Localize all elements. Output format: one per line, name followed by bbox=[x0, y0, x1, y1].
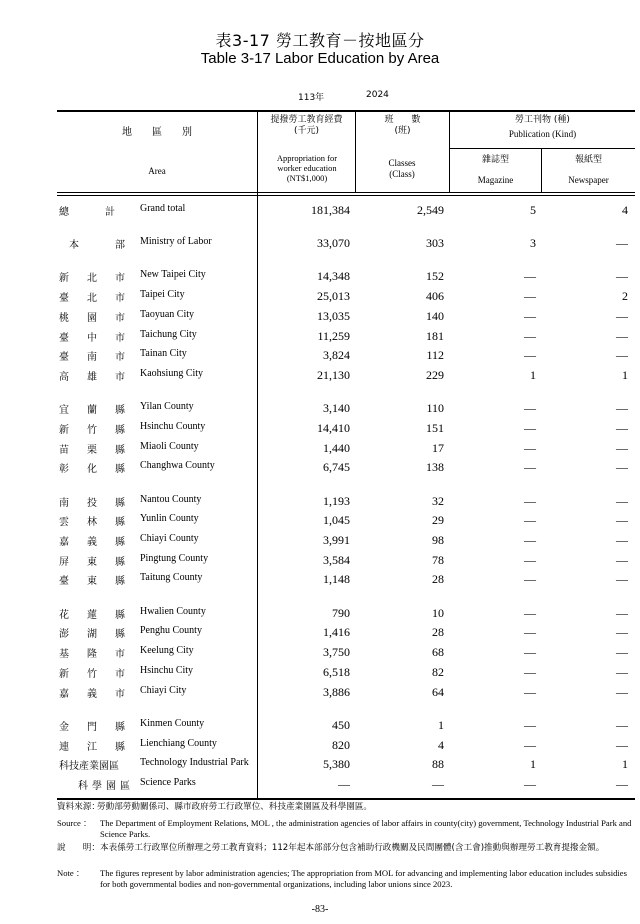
table-row bbox=[0, 421, 640, 437]
area-name-zh: 新 竹 市 bbox=[59, 669, 125, 680]
newspaper-value: — bbox=[616, 348, 628, 362]
area-name-zh: 雲 林 縣 bbox=[59, 517, 125, 528]
area-name-en: Changhwa County bbox=[140, 460, 215, 471]
magazine-value: — bbox=[524, 513, 536, 527]
magazine-value: — bbox=[524, 553, 536, 567]
area-name-en: Taitung County bbox=[140, 572, 203, 583]
classes-value: 406 bbox=[426, 289, 444, 303]
classes-value: 68 bbox=[432, 645, 444, 659]
appropriation-value: 3,584 bbox=[323, 553, 350, 567]
classes-value: 303 bbox=[426, 236, 444, 250]
classes-value: 1 bbox=[438, 718, 444, 732]
table-title-zh: 表3-17 勞工教育－按地區分 bbox=[215, 31, 425, 50]
classes-value: 10 bbox=[432, 606, 444, 620]
area-name-zh: 科技產業園區 bbox=[59, 761, 119, 772]
appropriation-value: 13,035 bbox=[317, 309, 350, 323]
area-name-en: Chiayi City bbox=[140, 685, 187, 696]
appropriation-value: 181,384 bbox=[311, 203, 350, 217]
appropriation-value: 1,193 bbox=[323, 494, 350, 508]
newspaper-value: — bbox=[616, 236, 628, 250]
area-name-en: Hsinchu County bbox=[140, 421, 206, 432]
magazine-value: — bbox=[524, 645, 536, 659]
classes-value: 78 bbox=[432, 553, 444, 567]
table-row bbox=[0, 665, 640, 681]
area-name-zh: 總 計 bbox=[59, 207, 115, 218]
note-en-text: The figures represent by labor administration agencies; The appropriation from MOL for advancing and implementing labor education includes subsidies for both governmental bodies and non-governmental organizations, including labor unions since 2023. bbox=[100, 868, 627, 889]
table-row bbox=[0, 513, 640, 529]
magazine-value: — bbox=[524, 269, 536, 283]
area-name-en: Nantou County bbox=[140, 494, 202, 505]
table-row bbox=[0, 401, 640, 417]
newspaper-value: 4 bbox=[622, 203, 628, 217]
magazine-value: — bbox=[524, 738, 536, 752]
table-row bbox=[0, 441, 640, 457]
classes-value: — bbox=[432, 777, 444, 791]
area-name-en: Penghu County bbox=[140, 625, 202, 636]
magazine-value: — bbox=[524, 289, 536, 303]
magazine-value: — bbox=[524, 460, 536, 474]
area-name-en: Technology Industrial Park bbox=[140, 757, 249, 768]
newspaper-value: — bbox=[616, 460, 628, 474]
classes-value: 110 bbox=[426, 401, 444, 415]
appropriation-value: 14,410 bbox=[317, 421, 350, 435]
magazine-value: 1 bbox=[530, 368, 536, 382]
newspaper-value: — bbox=[616, 738, 628, 752]
area-name-en: Grand total bbox=[140, 203, 186, 214]
area-name-en: Miaoli County bbox=[140, 441, 199, 452]
table-row bbox=[0, 685, 640, 701]
header-classes-zh: 班 數 bbox=[384, 115, 421, 125]
header-classes-unit: (班) bbox=[394, 126, 411, 136]
appropriation-value: 820 bbox=[332, 738, 350, 752]
appropriation-value: 33,070 bbox=[317, 236, 350, 250]
magazine-value: 3 bbox=[530, 236, 536, 250]
area-name-zh: 臺 北 市 bbox=[59, 293, 125, 304]
area-name-zh: 澎 湖 縣 bbox=[59, 629, 125, 640]
classes-value: 138 bbox=[426, 460, 444, 474]
appropriation-value: 3,140 bbox=[323, 401, 350, 415]
header-appropriation-unit: (千元) bbox=[293, 126, 320, 136]
magazine-value: — bbox=[524, 685, 536, 699]
header-bottom-rule bbox=[57, 192, 635, 193]
header-bottom-rule-2 bbox=[57, 195, 635, 196]
magazine-value: — bbox=[524, 533, 536, 547]
area-name-en: Kaohsiung City bbox=[140, 368, 204, 379]
area-name-en: Taoyuan City bbox=[140, 309, 195, 320]
area-name-zh: 基 隆 市 bbox=[59, 649, 125, 660]
classes-value: 64 bbox=[432, 685, 444, 699]
area-name-zh: 臺 中 市 bbox=[59, 333, 125, 344]
area-name-zh: 宜 蘭 縣 bbox=[59, 405, 125, 416]
table-row bbox=[0, 348, 640, 364]
appropriation-value: 14,348 bbox=[317, 269, 350, 283]
area-name-en: Kinmen County bbox=[140, 718, 205, 729]
source-en-label: Source ： bbox=[57, 818, 92, 828]
area-name-zh: 南 投 縣 bbox=[59, 498, 125, 509]
magazine-value: — bbox=[524, 421, 536, 435]
appropriation-value: 1,148 bbox=[323, 572, 350, 586]
classes-value: 140 bbox=[426, 309, 444, 323]
appropriation-value: 790 bbox=[332, 606, 350, 620]
appropriation-value: 3,824 bbox=[323, 348, 350, 362]
area-name-zh: 臺 南 市 bbox=[59, 352, 125, 363]
area-name-en: Hwalien County bbox=[140, 606, 206, 617]
classes-value: 98 bbox=[432, 533, 444, 547]
appropriation-value: 1,045 bbox=[323, 513, 350, 527]
appropriation-value: 3,991 bbox=[323, 533, 350, 547]
newspaper-value: — bbox=[616, 329, 628, 343]
table-row bbox=[0, 309, 640, 325]
magazine-value: 5 bbox=[530, 203, 536, 217]
area-name-en: New Taipei City bbox=[140, 269, 206, 280]
newspaper-value: — bbox=[616, 606, 628, 620]
table-title-en: Table 3-17 Labor Education by Area bbox=[200, 50, 440, 67]
area-name-zh: 連 江 縣 bbox=[59, 742, 125, 753]
table-row bbox=[0, 718, 640, 734]
classes-value: 28 bbox=[432, 625, 444, 639]
header-publication-en: Publication (Kind) bbox=[508, 129, 577, 139]
classes-value: 2,549 bbox=[417, 203, 444, 217]
newspaper-value: 2 bbox=[622, 289, 628, 303]
header-newspaper-en: Newspaper bbox=[568, 175, 609, 185]
appropriation-value: 1,416 bbox=[323, 625, 350, 639]
area-name-zh: 彰 化 縣 bbox=[59, 464, 125, 475]
header-appropriation-en: Appropriation for worker education (NT$1,000) bbox=[276, 153, 338, 183]
area-name-zh: 苗 栗 縣 bbox=[59, 445, 125, 456]
magazine-value: — bbox=[524, 401, 536, 415]
area-name-zh: 科學園區 bbox=[78, 781, 134, 792]
table-row bbox=[0, 460, 640, 476]
newspaper-value: — bbox=[616, 777, 628, 791]
table-row bbox=[0, 203, 640, 219]
table-row bbox=[0, 572, 640, 588]
area-name-en: Yunlin County bbox=[140, 513, 199, 524]
newspaper-value: 1 bbox=[622, 368, 628, 382]
classes-value: 29 bbox=[432, 513, 444, 527]
classes-value: 17 bbox=[432, 441, 444, 455]
classes-value: 229 bbox=[426, 368, 444, 382]
appropriation-value: 6,518 bbox=[323, 665, 350, 679]
appropriation-value: 1,440 bbox=[323, 441, 350, 455]
newspaper-value: — bbox=[616, 309, 628, 323]
newspaper-value: — bbox=[616, 494, 628, 508]
header-classes-en: Classes (Class) bbox=[388, 158, 416, 179]
magazine-value: — bbox=[524, 665, 536, 679]
area-name-en: Taipei City bbox=[140, 289, 185, 300]
header-area-en: Area bbox=[148, 166, 166, 176]
newspaper-value: — bbox=[616, 269, 628, 283]
year-roc: 113年 bbox=[298, 93, 325, 103]
note-zh-text: 本表係勞工行政單位所辦理之勞工教育資料；112年起本部部分包含補助行政機關及民間團體(含工會)推動與辦理勞工教育提撥金額。 bbox=[100, 843, 605, 853]
header-area-zh: 地 區 別 bbox=[122, 127, 192, 138]
area-name-zh: 花 蓮 縣 bbox=[59, 610, 125, 621]
area-name-en: Keelung City bbox=[140, 645, 194, 656]
classes-value: 28 bbox=[432, 572, 444, 586]
table-row bbox=[0, 625, 640, 641]
table-row bbox=[0, 738, 640, 754]
magazine-value: — bbox=[524, 606, 536, 620]
table-row bbox=[0, 329, 640, 345]
appropriation-value: 450 bbox=[332, 718, 350, 732]
newspaper-value: — bbox=[616, 513, 628, 527]
newspaper-value: — bbox=[616, 421, 628, 435]
note-zh-label: 說 明： bbox=[57, 843, 100, 853]
magazine-value: — bbox=[524, 718, 536, 732]
page-number: -83- bbox=[311, 904, 329, 915]
table-row bbox=[0, 645, 640, 661]
magazine-value: 1 bbox=[530, 757, 536, 771]
area-name-zh: 桃 園 市 bbox=[59, 313, 125, 324]
appropriation-value: 5,380 bbox=[323, 757, 350, 771]
newspaper-value: — bbox=[616, 533, 628, 547]
appropriation-value: 3,886 bbox=[323, 685, 350, 699]
newspaper-value: — bbox=[616, 645, 628, 659]
table-bottom-rule bbox=[57, 798, 635, 800]
newspaper-value: — bbox=[616, 401, 628, 415]
classes-value: 112 bbox=[426, 348, 444, 362]
table-row bbox=[0, 777, 640, 793]
classes-value: 181 bbox=[426, 329, 444, 343]
appropriation-value: — bbox=[338, 777, 350, 791]
area-name-en: Lienchiang County bbox=[140, 738, 217, 749]
magazine-value: — bbox=[524, 348, 536, 362]
area-name-en: Pingtung County bbox=[140, 553, 209, 564]
year-ad: 2024 bbox=[366, 90, 389, 100]
newspaper-value: — bbox=[616, 625, 628, 639]
classes-value: 151 bbox=[426, 421, 444, 435]
header-magazine-en: Magazine bbox=[477, 175, 514, 185]
area-name-en: Chiayi County bbox=[140, 533, 199, 544]
newspaper-value: — bbox=[616, 553, 628, 567]
newspaper-value: — bbox=[616, 441, 628, 455]
area-name-en: Tainan City bbox=[140, 348, 187, 359]
note-en-label: Note ： bbox=[57, 868, 85, 878]
area-name-en: Hsinchu City bbox=[140, 665, 194, 676]
source-zh-label: 資料來源： bbox=[57, 802, 100, 812]
classes-value: 88 bbox=[432, 757, 444, 771]
area-name-zh: 新 竹 縣 bbox=[59, 425, 125, 436]
appropriation-value: 25,013 bbox=[317, 289, 350, 303]
newspaper-value: — bbox=[616, 685, 628, 699]
area-name-en: Ministry of Labor bbox=[140, 236, 212, 247]
area-name-en: Taichung City bbox=[140, 329, 197, 340]
area-name-zh: 高 雄 市 bbox=[59, 372, 125, 383]
appropriation-value: 6,745 bbox=[323, 460, 350, 474]
header-publication-zh: 勞工刊物 (種) bbox=[515, 115, 570, 125]
magazine-value: — bbox=[524, 309, 536, 323]
appropriation-value: 11,259 bbox=[317, 329, 350, 343]
magazine-value: — bbox=[524, 494, 536, 508]
table-row bbox=[0, 553, 640, 569]
appropriation-value: 21,130 bbox=[317, 368, 350, 382]
area-name-zh: 嘉 義 市 bbox=[59, 689, 125, 700]
source-en-text: The Department of Employment Relations, MOL , the administration agencies of labor affairs in county(city) government, Technology Industrial Park and Science Parks. bbox=[100, 818, 632, 839]
table-row bbox=[0, 757, 640, 773]
magazine-value: — bbox=[524, 777, 536, 791]
table-row bbox=[0, 606, 640, 622]
area-name-zh: 嘉 義 縣 bbox=[59, 537, 125, 548]
magazine-value: — bbox=[524, 625, 536, 639]
table-row bbox=[0, 494, 640, 510]
table-row bbox=[0, 368, 640, 384]
newspaper-value: — bbox=[616, 665, 628, 679]
area-name-zh: 本 部 bbox=[69, 240, 125, 251]
classes-value: 82 bbox=[432, 665, 444, 679]
newspaper-value: — bbox=[616, 572, 628, 586]
publication-sub-rule bbox=[449, 148, 635, 149]
classes-value: 32 bbox=[432, 494, 444, 508]
area-name-zh: 金 門 縣 bbox=[59, 722, 125, 733]
magazine-value: — bbox=[524, 329, 536, 343]
area-name-en: Yilan County bbox=[140, 401, 194, 412]
table-row bbox=[0, 533, 640, 549]
area-name-en: Science Parks bbox=[140, 777, 196, 788]
classes-value: 152 bbox=[426, 269, 444, 283]
newspaper-value: — bbox=[616, 718, 628, 732]
table-row bbox=[0, 289, 640, 305]
source-zh-text: 勞動部勞動關係司、縣市政府勞工行政單位、科技產業園區及科學園區。 bbox=[97, 802, 373, 812]
table-row bbox=[0, 269, 640, 285]
magazine-value: — bbox=[524, 441, 536, 455]
table-row bbox=[0, 236, 640, 252]
header-newspaper-zh: 報紙型 bbox=[574, 155, 602, 165]
classes-value: 4 bbox=[438, 738, 444, 752]
magazine-value: — bbox=[524, 572, 536, 586]
appropriation-value: 3,750 bbox=[323, 645, 350, 659]
newspaper-value: 1 bbox=[622, 757, 628, 771]
header-appropriation-zh: 提撥勞工教育經費 bbox=[270, 115, 343, 125]
area-name-zh: 臺 東 縣 bbox=[59, 576, 125, 587]
area-name-zh: 新 北 市 bbox=[59, 273, 125, 284]
area-name-zh: 屏 東 縣 bbox=[59, 557, 125, 568]
header-magazine-zh: 雜誌型 bbox=[481, 155, 509, 165]
table-top-rule bbox=[57, 110, 635, 112]
